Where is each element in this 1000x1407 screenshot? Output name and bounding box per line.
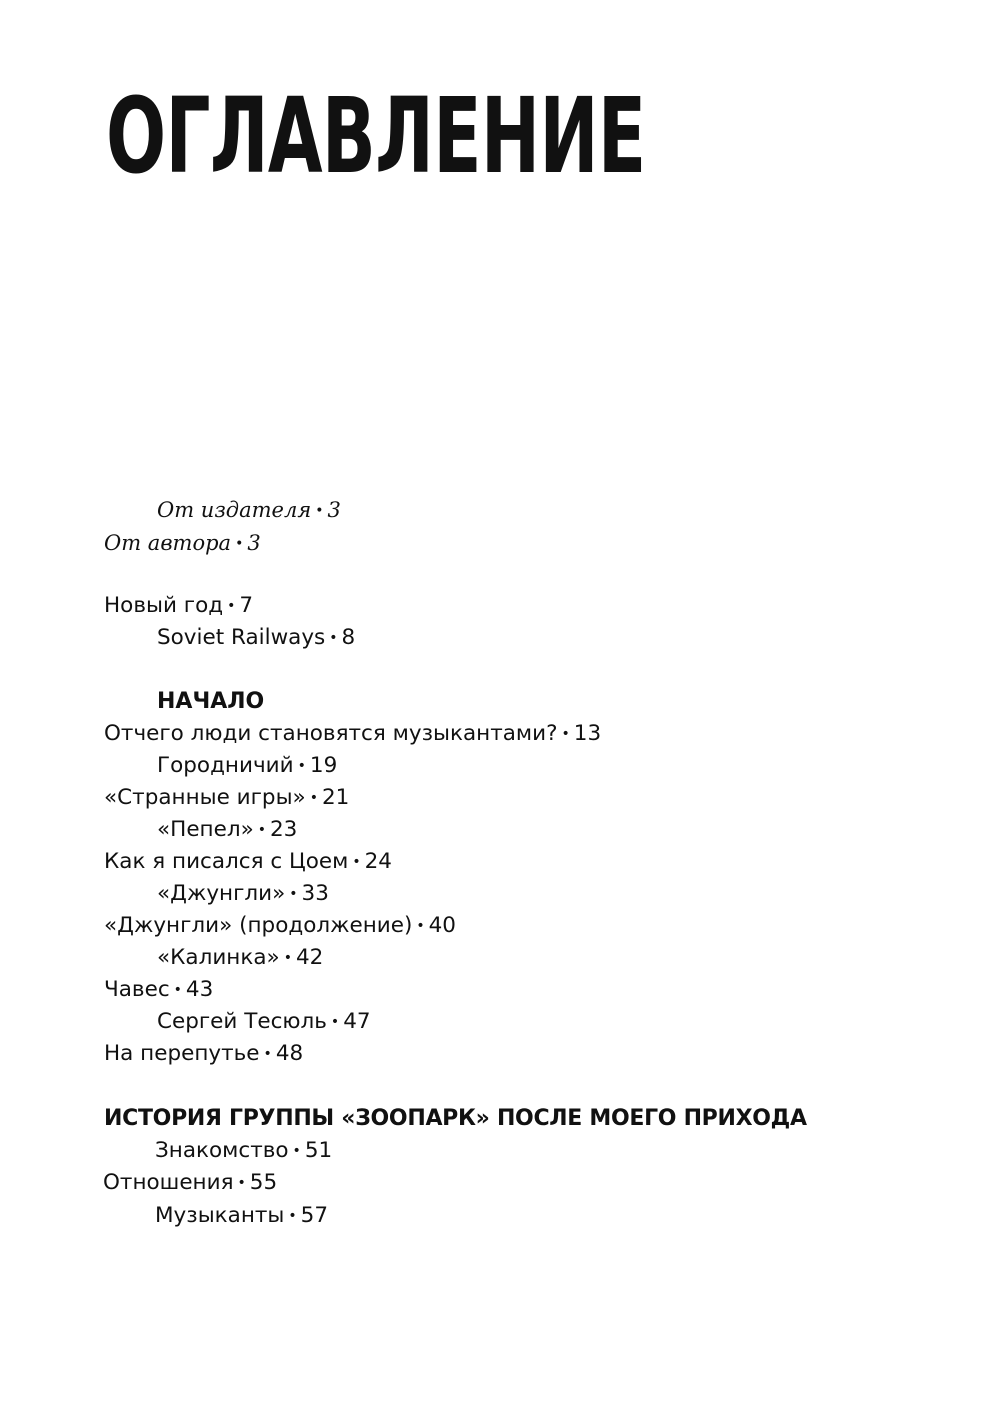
toc-entry: [104, 976, 213, 1004]
toc-entry-label: «Джунгли» (продолжение): [104, 913, 413, 938]
toc-entry: [104, 784, 349, 812]
bullet-separator: •: [235, 536, 244, 552]
toc-entry: [157, 752, 337, 780]
toc-entry-label: «Джунгли»: [157, 881, 286, 906]
toc-entry-label: От издателя: [157, 498, 312, 522]
toc-section-heading: [104, 1105, 807, 1133]
toc-entry: [157, 816, 297, 844]
toc-entry: [157, 880, 329, 908]
toc-entry-page: 40: [428, 913, 456, 938]
toc-entry: [104, 720, 601, 748]
toc-entry-label: «Калинка»: [157, 945, 280, 970]
toc-entry: [155, 1137, 332, 1165]
toc-entry-label: На перепутье: [104, 1041, 260, 1066]
toc-entry-label: Городничий: [157, 753, 294, 778]
toc-entry-page: 43: [185, 977, 214, 1002]
toc-entry-page: 3: [247, 531, 261, 555]
toc-entry: [104, 912, 456, 940]
toc-entry: [104, 529, 261, 558]
bullet-separator: •: [330, 1014, 340, 1030]
toc-entry-label: Знакомство: [155, 1138, 289, 1163]
toc-entry-label: Отношения: [103, 1170, 234, 1195]
toc-entry: [104, 1040, 303, 1068]
bullet-separator: •: [173, 982, 182, 998]
page-title: ОГЛАВЛЕНИЕ: [106, 75, 646, 197]
toc-entry-page: 21: [321, 785, 350, 810]
toc-entry: [104, 592, 253, 620]
section-label: НАЧАЛО: [157, 689, 265, 714]
bullet-separator: •: [309, 790, 318, 806]
bullet-separator: •: [561, 726, 570, 742]
toc-entry: [157, 496, 341, 525]
toc-entry-label: «Пепел»: [157, 817, 254, 842]
toc-entry-page: 23: [270, 817, 298, 842]
bullet-separator: •: [297, 758, 306, 774]
bullet-separator: •: [257, 822, 266, 838]
toc-entry: [157, 1008, 371, 1036]
toc-entry-page: 48: [275, 1041, 304, 1066]
section-label: ИСТОРИЯ ГРУППЫ «ЗООПАРК» ПОСЛЕ МОЕГО ПРИХОДА: [104, 1106, 807, 1131]
toc-entry-page: 7: [239, 593, 254, 618]
bullet-separator: •: [315, 503, 324, 519]
toc-entry-page: 57: [300, 1203, 329, 1228]
toc-entry-label: Как я писался с Цоем: [104, 849, 349, 874]
toc-entry-page: 24: [364, 849, 392, 874]
bullet-separator: •: [292, 1143, 301, 1159]
bullet-separator: •: [329, 630, 338, 646]
toc-entry-page: 19: [309, 753, 338, 778]
toc-entry: [155, 1202, 328, 1230]
bullet-separator: •: [283, 950, 292, 966]
toc-entry: [104, 848, 392, 876]
toc-entry-label: От автора: [104, 531, 232, 555]
bullet-separator: •: [237, 1175, 246, 1191]
toc-entry: [157, 624, 355, 652]
toc-entry-label: Soviet Railways: [157, 625, 326, 650]
bullet-separator: •: [263, 1046, 272, 1062]
toc-entry-page: 51: [304, 1138, 333, 1163]
toc-entry-label: Сергей Тесюль: [157, 1009, 327, 1034]
toc-entry-label: Отчего люди становятся музыкантами?: [104, 721, 558, 746]
bullet-separator: •: [288, 1208, 297, 1224]
toc-section-heading: [157, 688, 264, 716]
toc-entry-page: 3: [327, 498, 341, 522]
bullet-separator: •: [289, 886, 298, 902]
toc-entry: [157, 944, 323, 972]
toc-entry-page: 33: [301, 881, 329, 906]
bullet-separator: •: [352, 854, 361, 870]
toc-entry-label: Новый год: [104, 593, 224, 618]
toc-entry-label: Чавес: [104, 977, 170, 1002]
toc-entry-page: 47: [343, 1009, 371, 1034]
toc-entry-label: Музыканты: [155, 1203, 285, 1228]
toc-entry-page: 13: [573, 721, 602, 746]
toc-entry-page: 42: [295, 945, 324, 970]
toc-entry: [103, 1169, 277, 1197]
toc-entry-label: «Странные игры»: [104, 785, 306, 810]
bullet-separator: •: [227, 598, 236, 614]
bullet-separator: •: [416, 918, 425, 934]
toc-entry-page: 55: [249, 1170, 278, 1195]
toc-entry-page: 8: [341, 625, 356, 650]
